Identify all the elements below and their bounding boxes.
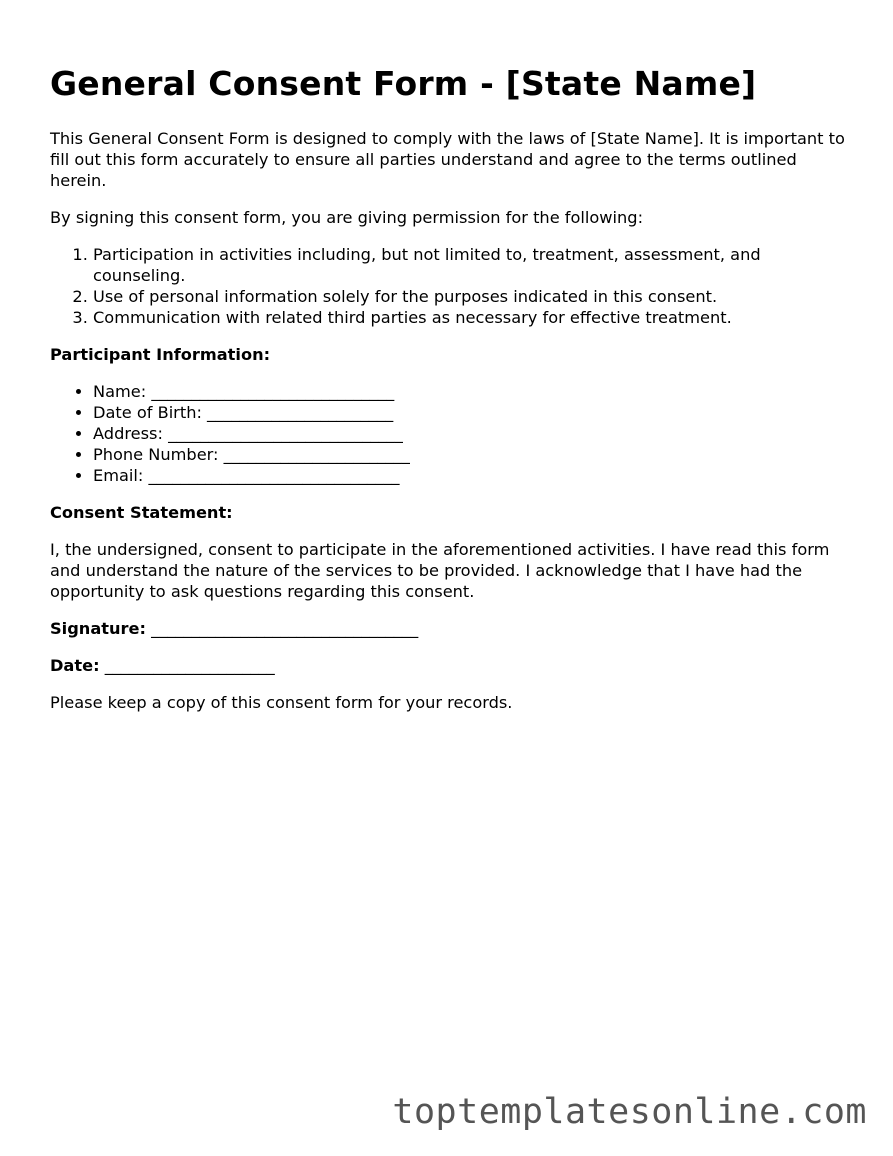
phone-number-field: • Phone Number: _______________________ (93, 444, 850, 465)
page-title: General Consent Form - [State Name] (50, 64, 757, 103)
footer-note: Please keep a copy of this consent form for your records. (50, 693, 513, 712)
document-page (50, 64, 850, 729)
intro-paragraph: This General Consent Form is designed to comply with the laws of [State Name]. It is important to fill out this form accurately to ensure all parties understand and agree to the terms outlined herein. (50, 129, 845, 190)
permission-lead: By signing this consent form, you are giving permission for the following: (50, 208, 644, 227)
date-line: _____________________ (104, 656, 275, 675)
permissions-list (50, 244, 850, 328)
participant-fields-list (50, 381, 850, 486)
signature-label: Signature: (50, 619, 146, 638)
signature-row (50, 618, 850, 639)
list-item: 2. Use of personal information solely for the purposes indicated in this consent. (93, 286, 850, 307)
name-field: • Name: ______________________________ (93, 381, 850, 402)
list-item: 3. Communication with related third parties as necessary for effective treatment. (93, 307, 850, 328)
consent-statement: I, the undersigned, consent to participate in the aforementioned activities. I have read this form and understand the nature of the services to be provided. I acknowledge that I have had the opportunity to ask questions regarding this consent. (50, 540, 830, 601)
list-item: 1. Participation in activities including, but not limited to, treatment, assessment, and counseling. (93, 244, 850, 286)
address-field: • Address: _____________________________ (93, 423, 850, 444)
participant-heading: Participant Information: (50, 345, 271, 364)
watermark: toptemplatesonline.com (392, 1092, 867, 1132)
date-row (50, 655, 850, 676)
consent-heading: Consent Statement: (50, 503, 233, 522)
signature-line: _________________________________ (151, 619, 419, 638)
date-label: Date: (50, 656, 100, 675)
date-of-birth-field: • Date of Birth: _______________________ (93, 402, 850, 423)
email-field: • Email: _______________________________ (93, 465, 850, 486)
